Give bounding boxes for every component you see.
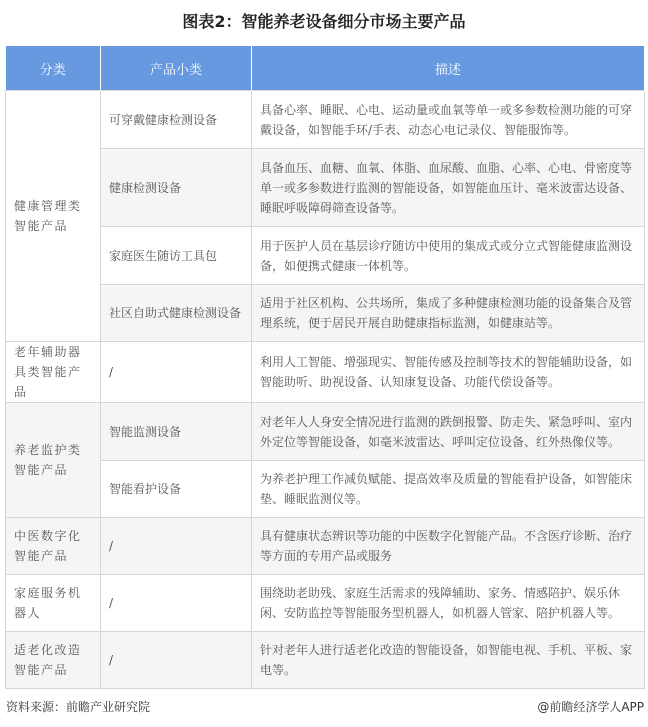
table-row — [6, 285, 645, 342]
source-note: 资料来源：前瞻产业研究院 — [6, 700, 151, 714]
subcategory-cell: 家庭医生随访工具包 — [101, 227, 252, 285]
header-description: 描述 — [252, 46, 645, 91]
subcategory-cell: / — [101, 518, 252, 575]
table-row — [6, 632, 645, 689]
table-row — [6, 403, 645, 461]
subcategory-cell: 社区自助式健康检测设备 — [101, 285, 252, 342]
subcategory-cell: 智能监测设备 — [101, 403, 252, 461]
description-cell: 针对老年人进行适老化改造的智能设备，如智能电视、手机、平板、家电等。 — [252, 632, 645, 689]
brand-watermark: @前瞻经济学人APP — [537, 700, 644, 714]
header-subcategory: 产品小类 — [101, 46, 252, 91]
category-cell: 家庭服务机器人 — [6, 575, 101, 632]
category-cell: 适老化改造智能产品 — [6, 632, 101, 689]
description-cell: 利用人工智能、增强现实、智能传感及控制等技术的智能辅助设备，如智能助听、助视设备、认知康复设备、功能代偿设备等。 — [252, 342, 645, 403]
table-row — [6, 342, 645, 403]
description-cell: 用于医护人员在基层诊疗随访中使用的集成式或分立式智能健康监测设备，如便携式健康一体机等。 — [252, 227, 645, 285]
table-row — [6, 575, 645, 632]
category-cell: 老年辅助器具类智能产品 — [6, 342, 101, 403]
description-cell: 具有健康状态辨识等功能的中医数字化智能产品。不含医疗诊断、治疗等方面的专用产品或服务 — [252, 518, 645, 575]
subcategory-cell: 智能看护设备 — [101, 461, 252, 518]
description-cell: 为养老护理工作减负赋能、提高效率及质量的智能看护设备，如智能床垫、睡眠监测仪等。 — [252, 461, 645, 518]
category-cell: 养老监护类智能产品 — [6, 403, 101, 518]
subcategory-cell: 健康检测设备 — [101, 149, 252, 227]
category-cell: 健康管理类智能产品 — [6, 91, 101, 342]
table-header — [6, 46, 645, 91]
table-row — [6, 518, 645, 575]
table-row — [6, 91, 645, 149]
products-table — [5, 46, 645, 689]
table-row — [6, 461, 645, 518]
description-cell: 围绕助老助残、家庭生活需求的残障辅助、家务、情感陪护、娱乐休闲、安防监控等智能服务型机器人，如机器人管家、陪护机器人等。 — [252, 575, 645, 632]
subcategory-cell: / — [101, 575, 252, 632]
description-cell: 对老年人人身安全情况进行监测的跌倒报警、防走失、紧急呼叫、室内外定位等智能设备，如毫米波雷达、呼叫定位设备、红外热像仪等。 — [252, 403, 645, 461]
figure-title: 图表2：智能养老设备细分市场主要产品 — [182, 12, 466, 31]
category-cell: 中医数字化智能产品 — [6, 518, 101, 575]
description-cell: 适用于社区机构、公共场所，集成了多种健康检测功能的设备集合及管理系统，便于居民开展自助健康指标监测，如健康站等。 — [252, 285, 645, 342]
table-row — [6, 227, 645, 285]
subcategory-cell: 可穿戴健康检测设备 — [101, 91, 252, 149]
table-row — [6, 149, 645, 227]
description-cell: 具备心率、睡眠、心电、运动量或血氧等单一或多参数检测功能的可穿戴设备，如智能手环/手表、动态心电记录仪、智能服饰等。 — [252, 91, 645, 149]
header-category: 分类 — [6, 46, 101, 91]
subcategory-cell: / — [101, 632, 252, 689]
description-cell: 具备血压、血糖、血氧、体脂、血尿酸、血脂、心率、心电、骨密度等单一或多参数进行监测的智能设备，如智能血压计、毫米波雷达设备、睡眠呼吸障碍筛查设备等。 — [252, 149, 645, 227]
subcategory-cell: / — [101, 342, 252, 403]
